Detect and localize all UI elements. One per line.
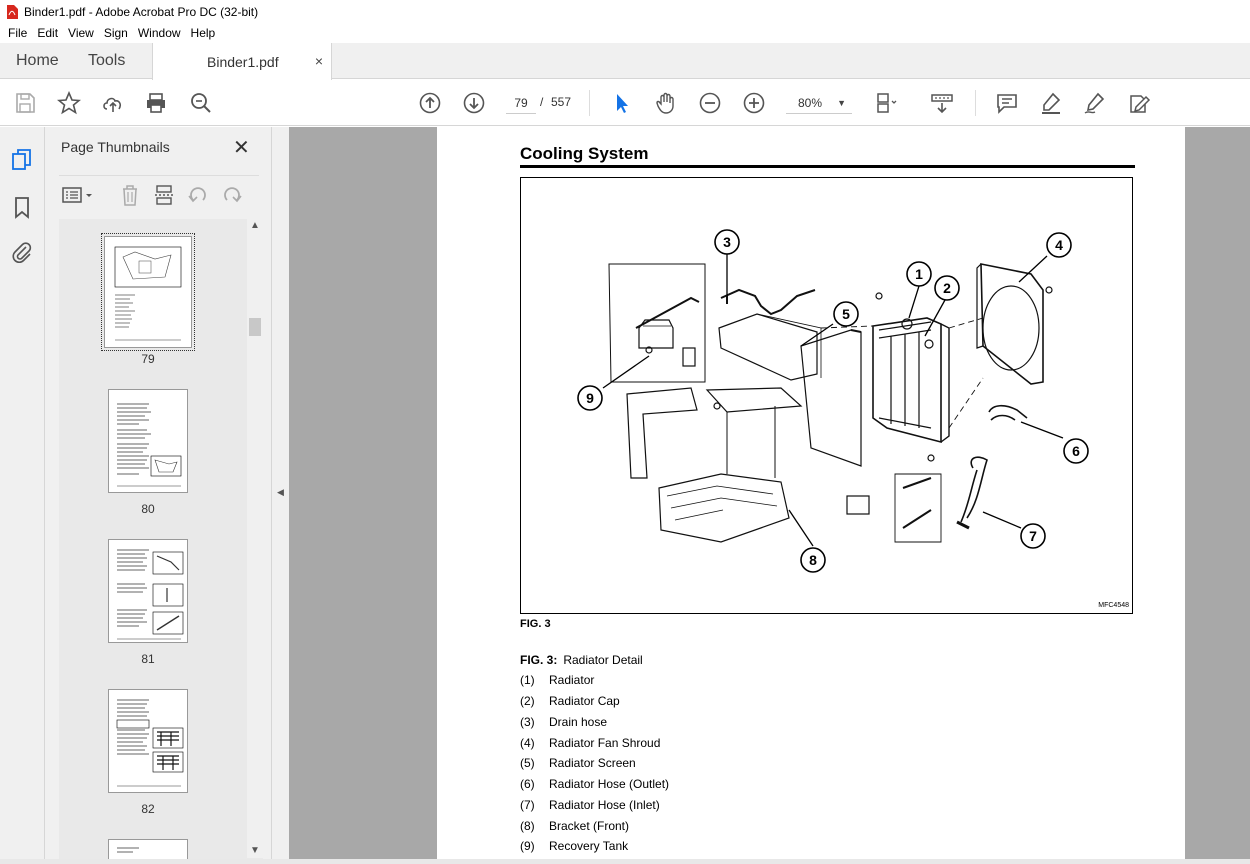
thumbnail-page-81[interactable] xyxy=(108,539,188,643)
star-icon[interactable] xyxy=(57,91,81,115)
thumbnail-page-80[interactable] xyxy=(108,389,188,493)
callout-6 xyxy=(1064,439,1088,463)
tab-bar xyxy=(0,43,1250,79)
legend-heading xyxy=(520,653,643,667)
legend-item xyxy=(520,673,594,687)
legend-label: Radiator Hose (Inlet) xyxy=(549,798,660,812)
bookmark-icon[interactable] xyxy=(10,195,34,219)
toolbar-divider xyxy=(975,90,976,116)
window-title: Binder1.pdf - Adobe Acrobat Pro DC (32-bit) xyxy=(24,4,259,19)
legend-label: Radiator Fan Shroud xyxy=(549,736,661,750)
thumbnail-preview xyxy=(109,690,187,792)
thumbnail-label: 79 xyxy=(141,352,155,366)
legend-number: (2) xyxy=(520,694,535,708)
callout-1-number: 1 xyxy=(915,266,923,282)
callout-4-number: 4 xyxy=(1055,237,1063,253)
callout-5-number: 5 xyxy=(842,306,850,322)
page-number-input[interactable]: 79 xyxy=(506,92,536,114)
panel-toolbar xyxy=(59,175,259,205)
toolbar-divider xyxy=(589,90,590,116)
thumbnail-preview xyxy=(105,237,191,347)
legend-item xyxy=(520,839,628,853)
callout-8 xyxy=(801,548,825,572)
legend-label: Radiator xyxy=(549,673,595,687)
figure-code: MFC4548 xyxy=(1098,602,1129,609)
menu-view[interactable]: View xyxy=(68,26,94,40)
callout-9-number: 9 xyxy=(586,390,594,406)
legend-label: Radiator Hose (Outlet) xyxy=(549,777,670,791)
figure-caption: FIG. 3 xyxy=(520,618,551,630)
highlight-icon[interactable] xyxy=(1039,91,1063,115)
panel-title: Page Thumbnails xyxy=(61,139,170,155)
legend-number: (3) xyxy=(520,715,535,729)
page-fit-icon[interactable] xyxy=(874,91,898,115)
callout-7-number: 7 xyxy=(1029,528,1037,544)
page-up-icon[interactable] xyxy=(418,91,442,115)
toolbar xyxy=(0,80,1250,126)
legend-item xyxy=(520,694,620,708)
menu-file[interactable]: File xyxy=(8,26,28,40)
navigation-rail xyxy=(0,127,45,864)
legend-number: (4) xyxy=(520,736,535,750)
zoom-value: 80% xyxy=(798,96,823,110)
thumbnail-scrollbar[interactable] xyxy=(247,218,263,858)
rotate-right-icon[interactable] xyxy=(221,184,243,206)
print-icon[interactable] xyxy=(144,91,168,115)
legend-item xyxy=(520,777,669,791)
callout-2-number: 2 xyxy=(943,280,951,296)
callout-6-number: 6 xyxy=(1072,443,1080,459)
legend-number: (7) xyxy=(520,798,535,812)
thumbnail-page-83[interactable] xyxy=(108,839,188,859)
legend-number: (8) xyxy=(520,819,535,833)
thumbnail-list xyxy=(59,219,263,859)
legend-item xyxy=(520,715,607,729)
search-zoom-icon[interactable] xyxy=(189,91,213,115)
figure-radiator-detail xyxy=(520,177,1133,614)
legend-figure-ref: FIG. 3: xyxy=(520,653,558,667)
options-menu-icon[interactable] xyxy=(61,184,95,206)
legend-label: Recovery Tank xyxy=(549,839,629,853)
thumbnail-label: 82 xyxy=(141,802,155,816)
legend-item xyxy=(520,756,636,770)
thumbnail-label: 81 xyxy=(141,652,155,666)
pages-icon[interactable] xyxy=(10,147,34,171)
hand-icon[interactable] xyxy=(654,91,678,115)
section-title: Cooling System xyxy=(520,144,649,163)
callout-9 xyxy=(578,386,602,410)
menu-sign[interactable]: Sign xyxy=(103,26,128,40)
scroll-down-icon[interactable]: ▼ xyxy=(250,845,260,856)
collapse-panel-icon[interactable]: ◀ xyxy=(277,487,284,497)
thumbnail-page-82[interactable] xyxy=(108,689,188,793)
callout-1 xyxy=(907,262,931,286)
attachment-icon[interactable] xyxy=(10,240,34,264)
thumbnail-label: 80 xyxy=(141,502,155,516)
acrobat-app-icon xyxy=(6,5,18,19)
edit-fill-icon[interactable] xyxy=(1127,91,1151,115)
status-strip xyxy=(0,859,1250,864)
legend-item xyxy=(520,736,660,750)
select-arrow-icon[interactable] xyxy=(610,91,634,115)
document-canvas xyxy=(289,127,1250,864)
legend-number: (5) xyxy=(520,756,535,770)
callout-4 xyxy=(1047,233,1071,257)
thumbnail-preview xyxy=(109,840,187,859)
scrollbar-thumb[interactable] xyxy=(249,318,261,336)
legend-label: Radiator Cap xyxy=(549,694,620,708)
thumbnails-panel xyxy=(45,127,271,864)
tab-home[interactable]: Home xyxy=(16,52,59,69)
sign-icon[interactable] xyxy=(1083,91,1107,115)
legend-number: (6) xyxy=(520,777,535,791)
callout-3-number: 3 xyxy=(723,234,731,250)
delete-page-icon[interactable] xyxy=(119,184,141,206)
menu-edit[interactable]: Edit xyxy=(37,26,59,40)
tab-close-icon[interactable]: × xyxy=(314,53,323,69)
callout-3 xyxy=(715,230,739,254)
cloud-upload-icon[interactable] xyxy=(101,91,125,115)
legend-label: Radiator Screen xyxy=(549,756,636,770)
tab-tools[interactable]: Tools xyxy=(88,52,126,69)
rotate-left-icon[interactable] xyxy=(187,184,209,206)
legend-number: (9) xyxy=(520,839,535,853)
save-icon[interactable] xyxy=(13,91,37,115)
legend-label: Drain hose xyxy=(549,715,608,729)
zoom-out-icon[interactable] xyxy=(698,91,722,115)
callout-2 xyxy=(935,276,959,300)
tab-document[interactable] xyxy=(152,43,332,80)
panel-close-icon[interactable]: ✕ xyxy=(233,137,250,159)
thumbnail-page-79[interactable] xyxy=(104,236,192,348)
legend-title: Radiator Detail xyxy=(563,653,643,667)
panel-splitter[interactable] xyxy=(271,127,289,864)
legend-item xyxy=(520,798,660,812)
chevron-down-icon: ▼ xyxy=(837,98,846,108)
title-rule xyxy=(520,165,1135,168)
callout-5 xyxy=(834,302,858,326)
page-down-icon[interactable] xyxy=(462,91,486,115)
thumbnail-preview xyxy=(109,390,187,492)
legend-number: (1) xyxy=(520,673,535,687)
extract-page-icon[interactable] xyxy=(153,184,175,206)
thumbnail-preview xyxy=(109,540,187,642)
page-total: 557 xyxy=(551,95,572,109)
callout-markers xyxy=(578,230,1088,572)
menu-help[interactable]: Help xyxy=(190,26,216,40)
tab-document-label: Binder1.pdf xyxy=(207,53,279,70)
zoom-select[interactable] xyxy=(786,92,852,114)
zoom-in-icon[interactable] xyxy=(742,91,766,115)
legend-label: Bracket (Front) xyxy=(549,819,630,833)
callout-8-number: 8 xyxy=(809,552,817,568)
scroll-up-icon[interactable]: ▲ xyxy=(250,220,260,231)
callout-7 xyxy=(1021,524,1045,548)
legend-item xyxy=(520,819,629,833)
page-separator: / xyxy=(540,95,544,109)
pdf-page xyxy=(437,127,1185,864)
menu-bar xyxy=(0,23,1250,43)
comment-icon[interactable] xyxy=(995,91,1019,115)
menu-window[interactable]: Window xyxy=(137,26,181,40)
scroll-mode-icon[interactable] xyxy=(930,91,954,115)
radiator-exploded-diagram xyxy=(521,178,1132,613)
title-bar xyxy=(0,0,1250,23)
